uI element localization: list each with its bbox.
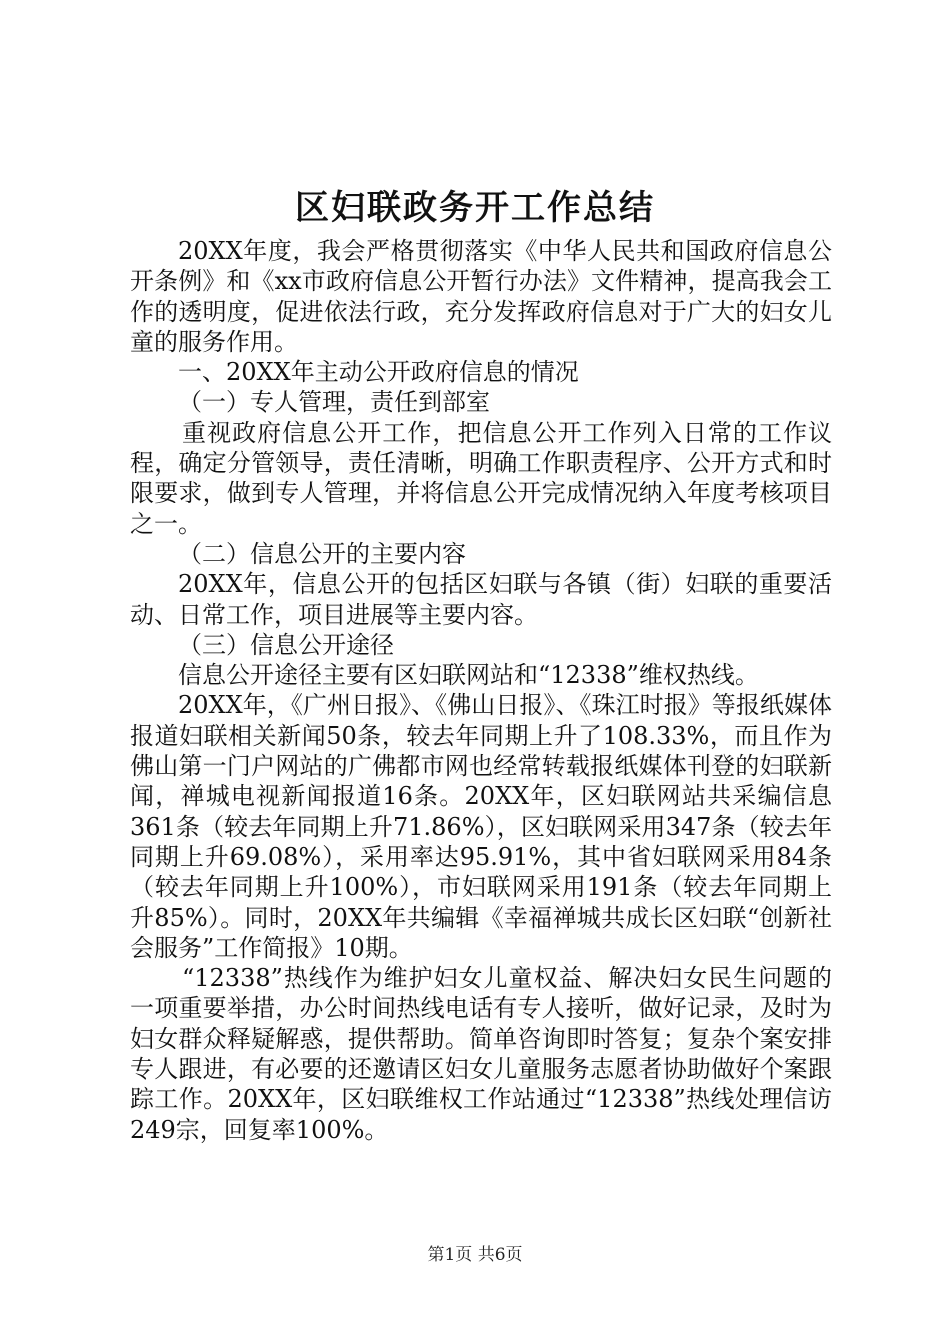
subsection-heading-2: （二）信息公开的主要内容 [178,539,466,568]
document-title: 区妇联政务开工作总结 [295,188,655,228]
document-body [130,236,832,1145]
section-heading-1: 一、20XX年主动公开政府信息的情况 [178,358,579,387]
subsection-heading-1: （一）专人管理，责任到部室 [178,388,490,417]
subsection-heading-3: （三）信息公开途径 [178,630,394,659]
page-footer: 第1页 共6页 [427,1245,523,1265]
paragraph-hotline: “12338”热线作为维护妇女儿童权益、解决妇女民生问题的一项重要举措，办公时间热线电话有专人接听，做好记录，及时为妇女群众释疑解惑，提供帮助。简单咨询即时答复；复杂个案安排专人跟进，有必要的还邀请区妇女儿童服务志愿者协助做好个案跟踪工作。20XX年，区妇联维权工作站通过“12338”热线处理信访249宗，回复率100%。 [130,964,832,1144]
paragraph-management: 重视政府信息公开工作，把信息公开工作列入日常的工作议程，确定分管领导，责任清晰，明确工作职责程序、公开方式和时限要求，做到专人管理，并将信息公开完成情况纳入年度考核项目之一。 [130,418,832,538]
paragraph-intro: 20XX年度，我会严格贯彻落实《中华人民共和国政府信息公开条例》和《xx市政府信息公开暂行办法》文件精神，提高我会工作的透明度，促进依法行政，充分发挥政府信息对于广大的妇女儿童的服务作用。 [130,237,832,356]
paragraph-media: 20XX年，《广州日报》、《佛山日报》、《珠江时报》等报纸媒体报道妇联相关新闻50条，较去年同期上升了108.33%，而且作为佛山第一门户网站的广佛都市网也经常转载报纸媒体刊登的妇联新闻，禅城电视新闻报道16条。20XX年，区妇联网站共采编信息361条（较去年同期上升71.86%），区妇联网采用347条（较去年同期上升69.08%），采用率达95.91%，其中省妇联网采用84条（较去年同期上升100%），市妇联网采用191条（较去年同期上升85%）。同时，20XX年共编辑《幸福禅城共成长区妇联“创新社会服务”工作简报》10期。 [130,691,832,962]
paragraph-channels: 信息公开途径主要有区妇联网站和“12338”维权热线。 [178,661,759,690]
paragraph-content: 20XX年，信息公开的包括区妇联与各镇（街）妇联的重要活动、日常工作，项目进展等主要内容。 [130,570,832,629]
